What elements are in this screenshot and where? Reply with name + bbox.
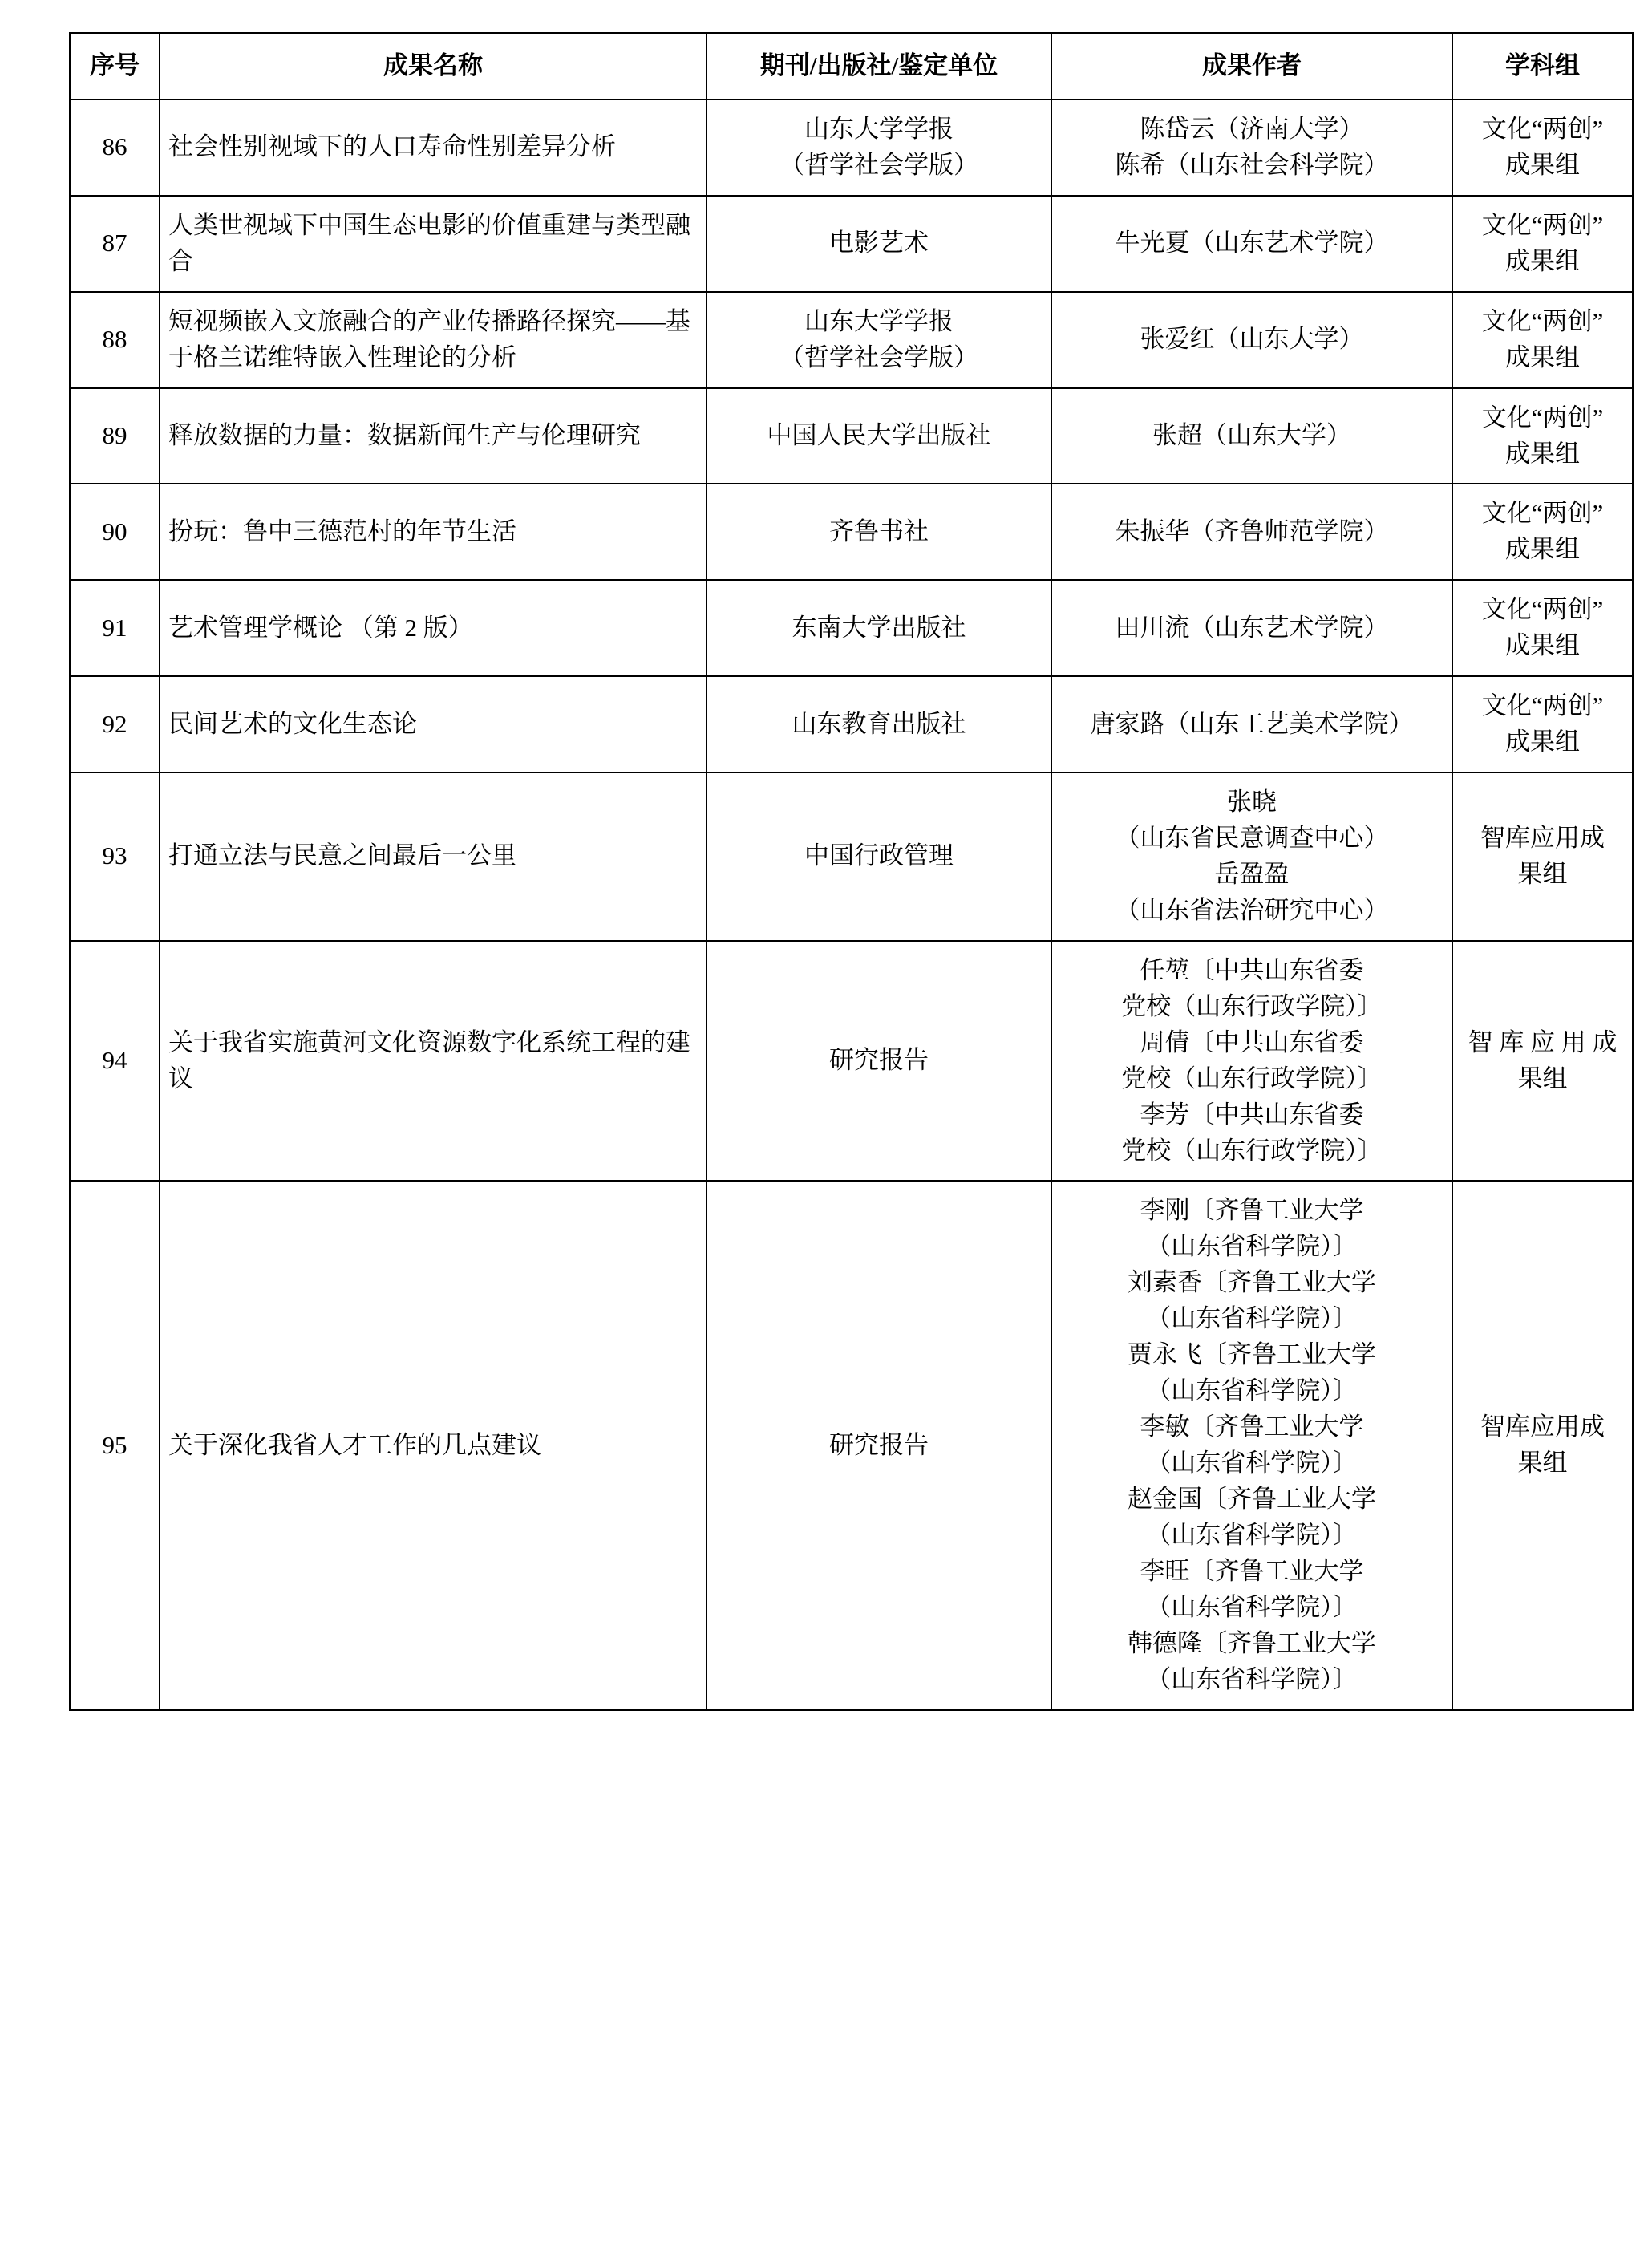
cell-author-line: 张晓 <box>1227 788 1277 817</box>
cell-author <box>1051 676 1452 772</box>
cell-author-line: （山东省科学院）〕 <box>1146 1304 1358 1333</box>
cell-group <box>1452 388 1633 484</box>
cell-author-line: 赵金国〔齐鲁工业大学 <box>1128 1484 1376 1513</box>
cell-source <box>707 292 1051 388</box>
table-row <box>70 292 1633 388</box>
cell-author-line: 朱振华（齐鲁师范学院） <box>1115 517 1389 545</box>
cell-author-line: 陈岱云（济南大学） <box>1140 114 1364 143</box>
cell-group-line: 文化“两创” <box>1481 499 1604 528</box>
table-row <box>70 580 1633 676</box>
cell-source <box>707 941 1051 1182</box>
cell-source <box>707 580 1051 676</box>
cell-author-line: 陈希（山东社会科学院） <box>1115 150 1389 179</box>
cell-num: 94 <box>70 941 160 1182</box>
cell-group <box>1452 676 1633 772</box>
cell-author-line: 任堃〔中共山东省委 <box>1140 955 1364 984</box>
cell-title: 民间艺术的文化生态论 <box>160 676 707 772</box>
cell-group-line: 文化“两创” <box>1481 306 1604 335</box>
cell-source-line: 齐鲁书社 <box>829 517 929 545</box>
cell-author <box>1051 292 1452 388</box>
cell-group-line: 智库应用成 <box>1480 1413 1605 1441</box>
cell-group-line: 文化“两创” <box>1481 595 1604 624</box>
cell-source-line: 山东教育出版社 <box>792 709 966 738</box>
cell-source <box>707 484 1051 580</box>
cell-author-line: 党校（山东行政学院）〕 <box>1121 991 1383 1020</box>
cell-author-line: （山东省法治研究中心） <box>1115 895 1389 924</box>
cell-group-line: 果组 <box>1517 1064 1568 1092</box>
cell-title: 扮玩：鲁中三德范村的年节生活 <box>160 484 707 580</box>
cell-group <box>1452 484 1633 580</box>
cell-author-line: 李刚〔齐鲁工业大学 <box>1140 1196 1364 1225</box>
cell-author <box>1051 196 1452 292</box>
cell-group <box>1452 196 1633 292</box>
cell-source <box>707 388 1051 484</box>
table-row <box>70 196 1633 292</box>
cell-num: 89 <box>70 388 160 484</box>
cell-author <box>1051 772 1452 941</box>
table-header <box>70 33 1633 99</box>
table-body <box>70 99 1633 1710</box>
cell-author-line: 唐家路（山东工艺美术学院） <box>1090 709 1414 738</box>
cell-title: 社会性别视域下的人口寿命性别差异分析 <box>160 99 707 196</box>
cell-source-line: （哲学社会学版） <box>779 150 978 179</box>
cell-author <box>1051 1181 1452 1709</box>
cell-title: 人类世视域下中国生态电影的价值重建与类型融合 <box>160 196 707 292</box>
cell-num: 92 <box>70 676 160 772</box>
table-row <box>70 676 1633 772</box>
cell-author-line: 田川流（山东艺术学院） <box>1115 613 1389 642</box>
cell-group <box>1452 99 1633 196</box>
cell-author-line: 贾永飞〔齐鲁工业大学 <box>1128 1340 1376 1369</box>
cell-author-line: （山东省科学院）〕 <box>1146 1592 1358 1621</box>
table-row <box>70 388 1633 484</box>
cell-author-line: 刘素香〔齐鲁工业大学 <box>1128 1268 1376 1297</box>
cell-title: 关于深化我省人才工作的几点建议 <box>160 1181 707 1709</box>
cell-source <box>707 676 1051 772</box>
cell-group-line: 文化“两创” <box>1481 691 1604 720</box>
cell-author-line: 党校（山东行政学院）〕 <box>1121 1064 1383 1092</box>
cell-num: 87 <box>70 196 160 292</box>
cell-num: 93 <box>70 772 160 941</box>
cell-source-line: 山东大学学报 <box>804 306 954 335</box>
cell-source-line: 中国行政管理 <box>804 841 954 870</box>
cell-group-line: 智库应用成 <box>1480 824 1605 852</box>
cell-group-line: 成果组 <box>1505 535 1580 564</box>
cell-group-line: 成果组 <box>1505 150 1580 179</box>
cell-num: 90 <box>70 484 160 580</box>
cell-title: 艺术管理学概论 （第 2 版） <box>160 580 707 676</box>
cell-group-line: 智 库 应 用 成 <box>1468 1028 1618 1056</box>
cell-author-line: （山东省科学院）〕 <box>1146 1232 1358 1261</box>
cell-source-line: 电影艺术 <box>829 229 929 257</box>
column-header-source: 期刊/出版社/鉴定单位 <box>707 33 1051 99</box>
cell-group-line: 成果组 <box>1505 343 1580 371</box>
cell-group-line: 成果组 <box>1505 246 1580 275</box>
cell-group-line: 成果组 <box>1505 631 1580 660</box>
cell-author <box>1051 388 1452 484</box>
table-row <box>70 941 1633 1182</box>
cell-source <box>707 99 1051 196</box>
table-row <box>70 772 1633 941</box>
cell-num: 86 <box>70 99 160 196</box>
column-header-group: 学科组 <box>1452 33 1633 99</box>
cell-author-line: 周倩〔中共山东省委 <box>1140 1028 1364 1056</box>
cell-group <box>1452 580 1633 676</box>
cell-author <box>1051 99 1452 196</box>
cell-source-line: 研究报告 <box>829 1430 929 1459</box>
table-row <box>70 99 1633 196</box>
cell-author-line: （山东省科学院）〕 <box>1146 1449 1358 1477</box>
cell-group-line: 成果组 <box>1505 439 1580 468</box>
column-header-title: 成果名称 <box>160 33 707 99</box>
cell-num: 88 <box>70 292 160 388</box>
cell-author <box>1051 484 1452 580</box>
cell-author-line: （山东省科学院）〕 <box>1146 1664 1358 1693</box>
cell-author-line: 张超（山东大学） <box>1152 421 1351 450</box>
cell-author-line: 李敏〔齐鲁工业大学 <box>1140 1413 1364 1441</box>
cell-group <box>1452 1181 1633 1709</box>
cell-group <box>1452 772 1633 941</box>
cell-num: 95 <box>70 1181 160 1709</box>
cell-num: 91 <box>70 580 160 676</box>
cell-author-line: 牛光夏（山东艺术学院） <box>1115 229 1389 257</box>
cell-source <box>707 196 1051 292</box>
cell-group <box>1452 941 1633 1182</box>
cell-source-line: 东南大学出版社 <box>792 613 966 642</box>
table-row <box>70 1181 1633 1709</box>
cell-group <box>1452 292 1633 388</box>
cell-author-line: （山东省民意调查中心） <box>1115 824 1389 852</box>
cell-title: 打通立法与民意之间最后一公里 <box>160 772 707 941</box>
cell-group-line: 成果组 <box>1505 728 1580 756</box>
cell-author-line: 韩德隆〔齐鲁工业大学 <box>1128 1628 1376 1657</box>
cell-source <box>707 772 1051 941</box>
cell-title: 短视频嵌入文旅融合的产业传播路径探究——基于格兰诺维特嵌入性理论的分析 <box>160 292 707 388</box>
column-header-author: 成果作者 <box>1051 33 1452 99</box>
cell-source-line: 研究报告 <box>829 1046 929 1075</box>
cell-author-line: 张爱红（山东大学） <box>1140 325 1364 354</box>
cell-group-line: 文化“两创” <box>1481 114 1604 143</box>
cell-author-line: 岳盈盈 <box>1214 859 1290 888</box>
cell-author-line: （山东省科学院）〕 <box>1146 1376 1358 1405</box>
cell-source-line: 中国人民大学出版社 <box>767 421 991 450</box>
table-row <box>70 484 1633 580</box>
cell-author-line: 李芳〔中共山东省委 <box>1140 1100 1364 1129</box>
cell-source-line: （哲学社会学版） <box>779 343 978 371</box>
cell-author-line: （山东省科学院）〕 <box>1146 1520 1358 1549</box>
cell-group-line: 果组 <box>1517 859 1568 888</box>
cell-author-line: 党校（山东行政学院）〕 <box>1121 1136 1383 1165</box>
results-table <box>69 32 1634 1711</box>
cell-group-line: 文化“两创” <box>1481 403 1604 432</box>
column-header-num: 序号 <box>70 33 160 99</box>
cell-author-line: 李旺〔齐鲁工业大学 <box>1140 1556 1364 1585</box>
cell-author <box>1051 941 1452 1182</box>
cell-source <box>707 1181 1051 1709</box>
cell-source-line: 山东大学学报 <box>804 114 954 143</box>
cell-group-line: 文化“两创” <box>1481 210 1604 239</box>
cell-author <box>1051 580 1452 676</box>
header-row <box>70 33 1633 99</box>
cell-group-line: 果组 <box>1517 1449 1568 1477</box>
cell-title: 关于我省实施黄河文化资源数字化系统工程的建议 <box>160 941 707 1182</box>
cell-title: 释放数据的力量：数据新闻生产与伦理研究 <box>160 388 707 484</box>
